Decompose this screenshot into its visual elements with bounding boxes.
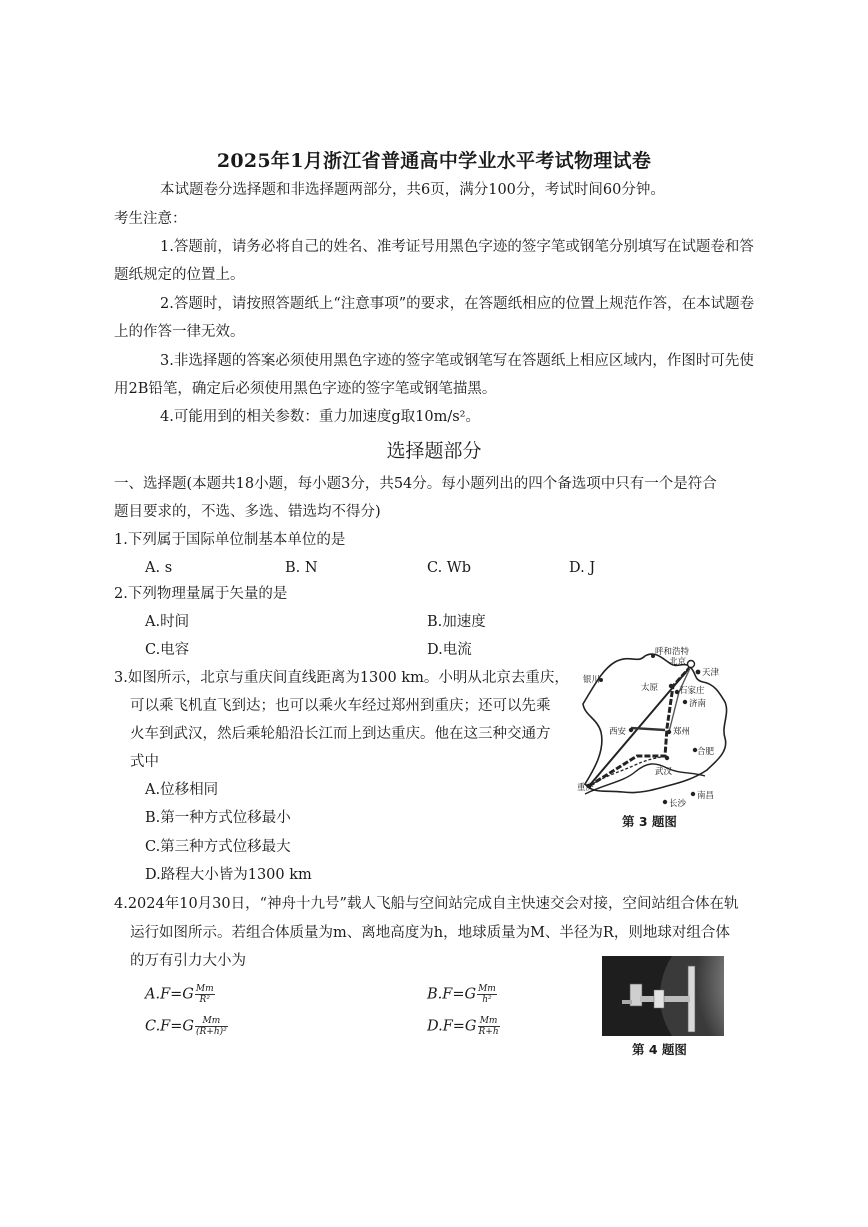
map-label: 天津	[702, 668, 720, 678]
map-label: 呼和浩特	[655, 647, 690, 657]
map-label: 合肥	[697, 747, 715, 757]
question-3-stem: 可以乘飞机直飞到达；也可以乘火车经过郑州到重庆；还可以先乘	[130, 698, 551, 714]
page-title: 2025年1月浙江省普通高中学业水平考试物理试卷	[216, 150, 652, 172]
question-3-option-d: D.路程大小皆为1300 km	[145, 867, 312, 883]
question-4-space-station-photo	[602, 956, 724, 1036]
map-label: 重庆	[577, 783, 595, 793]
notice-line: 4.可能用到的相关参数：重力加速度g取10m/s²。	[160, 409, 480, 425]
question-1-stem: 1.下列属于国际单位制基本单位的是	[114, 532, 346, 548]
question-2-option-b: B.加速度	[427, 614, 486, 630]
map-label: 武汉	[655, 767, 673, 777]
notice-line: 用2B铅笔，确定后必须使用黑色字迹的签字笔或钢笔描黑。	[114, 381, 497, 397]
question-4-figure-caption: 第 4 题图	[632, 1042, 687, 1057]
map-label: 郑州	[673, 727, 691, 737]
notice-line: 题纸规定的位置上。	[114, 267, 245, 283]
question-3-option-b: B.第一种方式位移最小	[145, 810, 291, 826]
section-title: 选择题部分	[386, 440, 482, 462]
map-label: 长沙	[669, 799, 687, 809]
question-4-stem: 运行如图所示。若组合体质量为m、离地高度为h，地球质量为M、半径为R，则地球对组合体	[130, 925, 730, 941]
map-label: 石家庄	[679, 686, 705, 696]
question-4-stem: 的万有引力大小为	[130, 953, 246, 969]
question-4-option-a: A.F=G $\frac{Mm}{\text{R²}}$	[145, 984, 214, 1005]
part-one-instructions: 一、选择题(本题共18小题，每小题3分，共54分。每小题列出的四个备选项中只有一个是符合	[114, 476, 717, 492]
map-label: 西安	[609, 727, 627, 737]
question-3-stem: 3.如图所示，北京与重庆间直线距离为1300 km。小明从北京去重庆，	[114, 670, 569, 686]
notice-heading: 考生注意：	[114, 211, 187, 227]
question-2-option-c: C.电容	[145, 642, 190, 658]
notice-line: 1.答题前，请务必将自己的姓名、准考证号用黑色字迹的签字笔或钢笔分别填写在试题卷和答	[160, 239, 754, 255]
map-label: 北京	[669, 657, 687, 667]
question-3-map-figure	[575, 644, 745, 812]
question-2-stem: 2.下列物理量属于矢量的是	[114, 586, 288, 602]
notice-line: 3.非选择题的答案必须使用黑色字迹的签字笔或钢笔写在答题纸上相应区域内，作图时可先使	[160, 353, 754, 369]
question-2-option-d: D.电流	[427, 642, 472, 658]
question-3-option-a: A.位移相同	[145, 782, 219, 798]
question-3-stem: 火车到武汉，然后乘轮船沿长江而上到达重庆。他在这三种交通方	[130, 726, 551, 742]
question-1-option-d: D. J	[569, 560, 596, 576]
question-4-stem: 4.2024年10月30日，“神舟十九号”载人飞船与空间站完成自主快速交会对接，空间站组合体在轨	[114, 896, 739, 912]
question-1-option-a: A. s	[145, 560, 173, 576]
notice-line: 2.答题时，请按照答题纸上“注意事项”的要求，在答题纸相应的位置上规范作答，在本试题卷	[160, 296, 755, 312]
map-label: 济南	[689, 699, 707, 709]
intro-line: 本试题卷分选择题和非选择题两部分，共6页，满分100分，考试时间60分钟。	[160, 182, 665, 198]
question-4-option-b: B.F=G $\frac{Mm}{\text{h²}}$	[427, 984, 496, 1005]
question-2-option-a: A.时间	[145, 614, 190, 630]
question-1-option-b: B. N	[285, 560, 318, 576]
part-one-instructions: 题目要求的，不选、多选、错选均不得分)	[114, 504, 381, 520]
map-label: 银川	[583, 675, 601, 685]
notice-line: 上的作答一律无效。	[114, 324, 245, 340]
question-4-option-c: C.F=G $\frac{Mm}{\text{(R+h)²}}$	[145, 1016, 227, 1037]
question-4-option-d: D.F=G $\frac{Mm}{R+h}$	[427, 1016, 499, 1037]
map-label: 太原	[641, 683, 659, 693]
map-label: 南昌	[697, 791, 715, 801]
question-3-option-c: C.第三种方式位移最大	[145, 839, 291, 855]
question-3-figure-caption: 第 3 题图	[622, 814, 677, 829]
question-3-stem: 式中	[130, 754, 159, 770]
question-1-option-c: C. Wb	[427, 560, 471, 576]
